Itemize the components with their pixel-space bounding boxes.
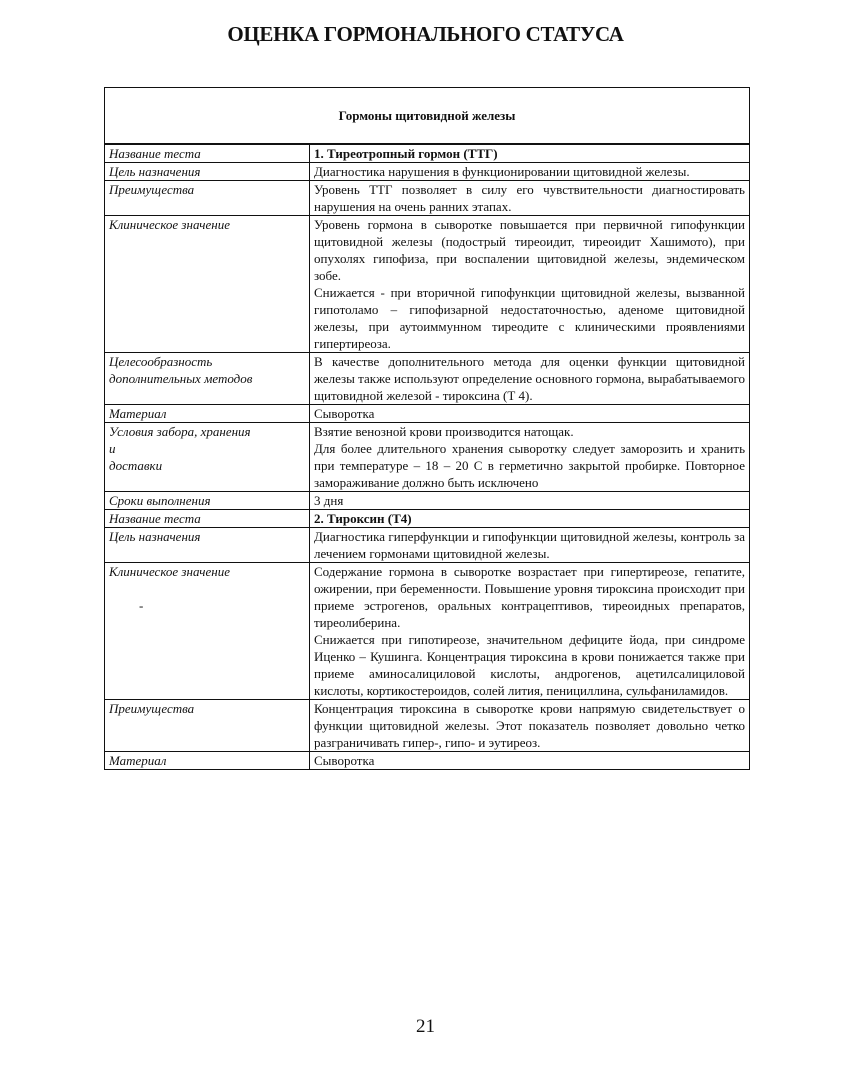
- row-label: Преимущества: [105, 181, 310, 216]
- table-row: [105, 163, 750, 181]
- row-value: [310, 423, 750, 492]
- table-row: [105, 752, 750, 770]
- row-label: [105, 563, 310, 700]
- table-row: [105, 492, 750, 510]
- row-label: Целесообразность дополнительных методов: [105, 353, 310, 405]
- clinical-paragraph: Содержание гормона в сыворотке возрастает при гипертиреозе, гепатите, ожирении, при беременности. Повышение уровня тироксина происходит при приеме эстрогенов, оральных контрацептивов, тиреоидных препаратов, тиреолиберина.: [314, 564, 745, 630]
- row-label: Название теста: [105, 144, 310, 163]
- row-value: [310, 563, 750, 700]
- conditions-paragraph: Взятие венозной крови производится натощак.: [314, 424, 574, 439]
- row-label: Материал: [105, 752, 310, 770]
- section-header: Гормоны щитовидной железы: [105, 88, 750, 145]
- row-value: 2. Тироксин (Т4): [310, 510, 750, 528]
- table-row: [105, 423, 750, 492]
- clinical-paragraph: Снижается - при вторичной гипофункции щитовидной железы, вызванной гипотоламо – гипофизарной недостаточностью, аденоме щитовидной железы, при аутоиммунном тиреодите с клиническими проявлениями гипертиреоза.: [314, 285, 745, 351]
- row-label: Материал: [105, 405, 310, 423]
- row-value: Диагностика гиперфункции и гипофункции щитовидной железы, контроль за лечением гормонами щитовидной железы.: [310, 528, 750, 563]
- table-row: [105, 563, 750, 700]
- row-label: Цель назначения: [105, 528, 310, 563]
- table-row: [105, 353, 750, 405]
- table-row: [105, 700, 750, 752]
- row-label: [105, 423, 310, 492]
- row-value: 1. Тиреотропный гормон (ТТГ): [310, 144, 750, 163]
- row-value: В качестве дополнительного метода для оценки функции щитовидной железы также используют определение основного гормона, вырабатываемого щитовидной железой - тироксина (Т 4).: [310, 353, 750, 405]
- table-row: [105, 510, 750, 528]
- table-row: [105, 405, 750, 423]
- row-label: Сроки выполнения: [105, 492, 310, 510]
- dash-mark: -: [139, 598, 144, 613]
- row-value: 3 дня: [310, 492, 750, 510]
- conditions-paragraph: Для более длительного хранения сыворотку следует заморозить и хранить при температуре – 18 – 20 С в герметично закрытой пробирке. Повторное замораживание должно быть исключено: [314, 441, 745, 490]
- table-row: [105, 528, 750, 563]
- row-value: Диагностика нарушения в функционировании щитовидной железы.: [310, 163, 750, 181]
- label-line: Условия забора, хранения: [109, 424, 251, 439]
- table-row: [105, 144, 750, 163]
- label-line: Клиническое значение: [109, 564, 230, 579]
- row-value: Концентрация тироксина в сыворотке крови напрямую свидетельствует о функции щитовидной железы. Этот показатель позволяет довольно четко разграничивать гипер-, гипо- и эутиреоз.: [310, 700, 750, 752]
- table-row: [105, 216, 750, 353]
- clinical-paragraph: Уровень гормона в сыворотке повышается при первичной гипофункции щитовидной железы (подострый тиреоидит, тиреоидит Хашимото), при опухолях гипофиза, при воспалении щитовидной железы, эндемическом зобе.: [314, 217, 745, 283]
- page-number: 21: [416, 1016, 435, 1037]
- row-label: Цель назначения: [105, 163, 310, 181]
- row-value: Сыворотка: [310, 405, 750, 423]
- row-value: [310, 216, 750, 353]
- table-row: [105, 181, 750, 216]
- row-label: Название теста: [105, 510, 310, 528]
- table-section-header-row: [105, 88, 750, 145]
- page-title: ОЦЕНКА ГОРМОНАЛЬНОГО СТАТУСА: [227, 22, 624, 46]
- row-label: Преимущества: [105, 700, 310, 752]
- clinical-paragraph: Снижается при гипотиреозе, значительном дефиците йода, при синдроме Иценко – Кушинга. Концентрация тироксина в крови понижается также при приеме аминосалициловой кислоты, андрогенов, ацетилсалициловой кислоты, кортикостероидов, солей лития, пенициллина, сульфаниламидов.: [314, 632, 745, 698]
- row-value: Уровень ТТГ позволяет в силу его чувствительности диагностировать нарушения на очень ранних этапах.: [310, 181, 750, 216]
- row-value: Сыворотка: [310, 752, 750, 770]
- label-line: доставки: [109, 458, 163, 473]
- hormone-table: [104, 87, 750, 770]
- row-label: Клиническое значение: [105, 216, 310, 353]
- label-line: и: [109, 441, 116, 456]
